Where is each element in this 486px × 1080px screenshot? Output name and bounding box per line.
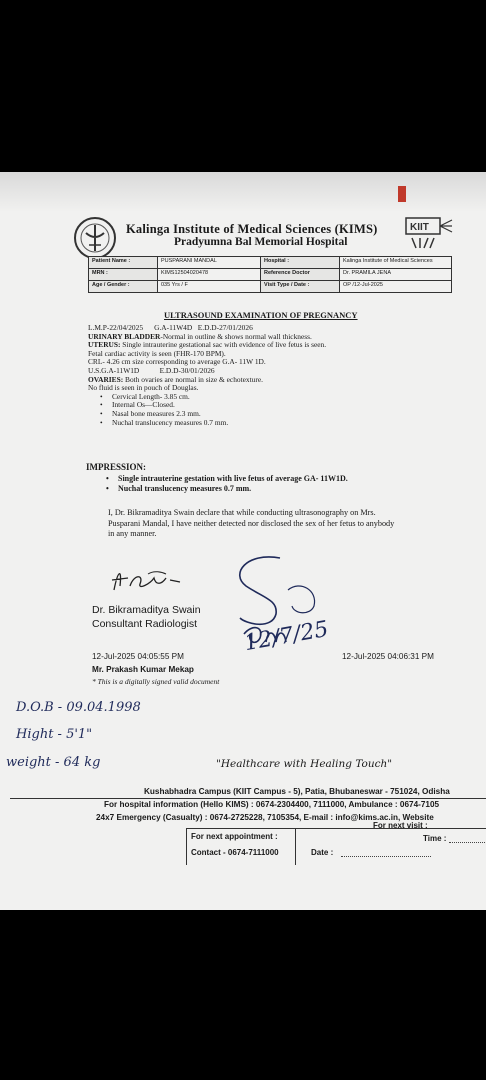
douglas-line: No fluid is seen in pouch of Douglas.	[88, 383, 199, 393]
doctor-title: Consultant Radiologist	[92, 618, 198, 630]
fhr-line: Fetal cardiac activity is seen (FHR-170 BPM).	[88, 348, 226, 358]
urinary-heading: URINARY BLADDER	[88, 331, 161, 341]
report-paper	[0, 172, 486, 910]
hospital-label: Hospital :	[261, 257, 340, 269]
list-item: • Cervical Length- 3.85 cm.	[98, 393, 478, 402]
handwritten-dob: D.O.B - 09.04.1998	[16, 700, 141, 715]
visit-label: Visit Type / Date :	[261, 281, 340, 293]
ref-doctor-label: Reference Doctor	[261, 269, 340, 281]
crl-line: CRL- 4.26 cm size corresponding to average G.A- 11W 1D.	[88, 357, 266, 367]
declaration-line: Pusparani Mandal, I have neither detected nor disclosed the sex of her fetus to anybody	[108, 518, 395, 528]
list-item: • Nuchal translucency measures 0.7 mm.	[104, 484, 348, 494]
timestamp-left: 12-Jul-2025 04:05:55 PM	[92, 652, 184, 661]
next-visit-label: For next visit :	[373, 821, 428, 830]
technician-name: Mr. Prakash Kumar Mekap	[92, 665, 194, 674]
handwritten-weight: weight - 64 kg	[6, 755, 101, 770]
patient-info-table	[88, 256, 452, 293]
list-item: • Internal Os—Closed.	[98, 401, 478, 410]
appointment-box	[186, 821, 486, 865]
patient-name-value: PUSPARANI MANDAL	[158, 257, 261, 269]
age-gender-value: 035 Yrs / F	[158, 281, 261, 293]
mrn-value: KIMS12504020478	[158, 269, 261, 281]
time-field	[449, 842, 485, 843]
list-item: • Nasal bone measures 2.3 mm.	[98, 410, 478, 419]
red-mark	[398, 186, 406, 202]
list-item: • Single intrauterine gestation with live fetus of average GA- 11W1D.	[104, 474, 348, 484]
kiit-logo-icon	[402, 214, 454, 254]
declaration-line: I, Dr. Bikramaditya Swain declare that while conducting ultrasonography on Mrs.	[108, 508, 376, 517]
age-gender-label: Age / Gender :	[89, 281, 158, 293]
footer-divider	[10, 798, 486, 799]
ref-doctor-value: Dr. PRAMILA JENA	[340, 269, 452, 281]
uterus-heading: UTERUS:	[88, 340, 121, 350]
measurement-list	[98, 393, 478, 427]
footer-address: Kushabhadra Campus (KIIT Campus - 5), Patia, Bhubaneswar - 751024, Odisha	[144, 787, 450, 796]
digital-note: * This is a digitally signed valid document	[92, 677, 220, 686]
hospital-subname: Pradyumna Bal Memorial Hospital	[174, 236, 348, 248]
declaration	[108, 508, 394, 540]
date-field	[341, 856, 431, 857]
list-item: • Nuchal translucency measures 0.7 mm.	[98, 419, 478, 428]
footer-emergency: 24x7 Emergency (Casualty) : 0674-2725228, 7105354, E-mail : info@kims.ac.in, Website	[96, 813, 434, 822]
patient-name-label: Patient Name :	[89, 257, 158, 269]
usga-line: U.S.G.A-11W1D E.D.D-30/01/2026	[88, 365, 215, 375]
footer-info: For hospital information (Hello KIMS) : 0674-2304400, 7111000, Ambulance : 0674-7105	[104, 800, 440, 809]
ovaries-heading: OVARIES:	[88, 374, 124, 384]
kims-logo-icon	[72, 215, 118, 261]
date-label: Date :	[311, 848, 334, 857]
box-divider	[295, 829, 296, 865]
doctor-signature-icon	[100, 560, 196, 600]
paper-shadow	[0, 172, 486, 212]
next-appointment-label: For next appointment :	[191, 832, 278, 841]
lmp-line: L.M.P-22/04/2025 G.A-11W4D E.D.D-27/01/2026	[88, 323, 253, 332]
exam-title: ULTRASOUND EXAMINATION OF PREGNANCY	[164, 310, 358, 320]
doctor-name: Dr. Bikramaditya Swain	[92, 604, 201, 616]
findings-block	[88, 324, 478, 427]
ovaries-text: Both ovaries are normal in size & echotexture.	[123, 374, 263, 384]
urinary-text: -Normal in outline & shows normal wall thickness.	[160, 331, 312, 341]
impression-list	[104, 474, 348, 494]
tagline: "Healthcare with Healing Touch"	[216, 758, 393, 770]
mrn-label: MRN :	[89, 269, 158, 281]
uterus-text: Single intrauterine gestational sac with evidence of live fetus is seen.	[120, 340, 327, 350]
impression-heading: IMPRESSION:	[86, 462, 147, 472]
declaration-line: in any manner.	[108, 529, 157, 538]
hospital-name: Kalinga Institute of Medical Sciences (KIMS)	[126, 222, 378, 236]
handwritten-height: Hight - 5'1"	[16, 727, 93, 742]
handwritten-date: 12/7/25	[242, 616, 331, 657]
contact-number: Contact - 0674-7111000	[191, 848, 279, 857]
timestamp-right: 12-Jul-2025 04:06:31 PM	[342, 652, 434, 661]
visit-value: OP /12-Jul-2025	[340, 281, 452, 293]
svg-text:KIIT: KIIT	[410, 222, 429, 233]
hospital-value: Kalinga Institute of Medical Sciences	[340, 257, 452, 269]
time-label: Time :	[423, 834, 447, 843]
